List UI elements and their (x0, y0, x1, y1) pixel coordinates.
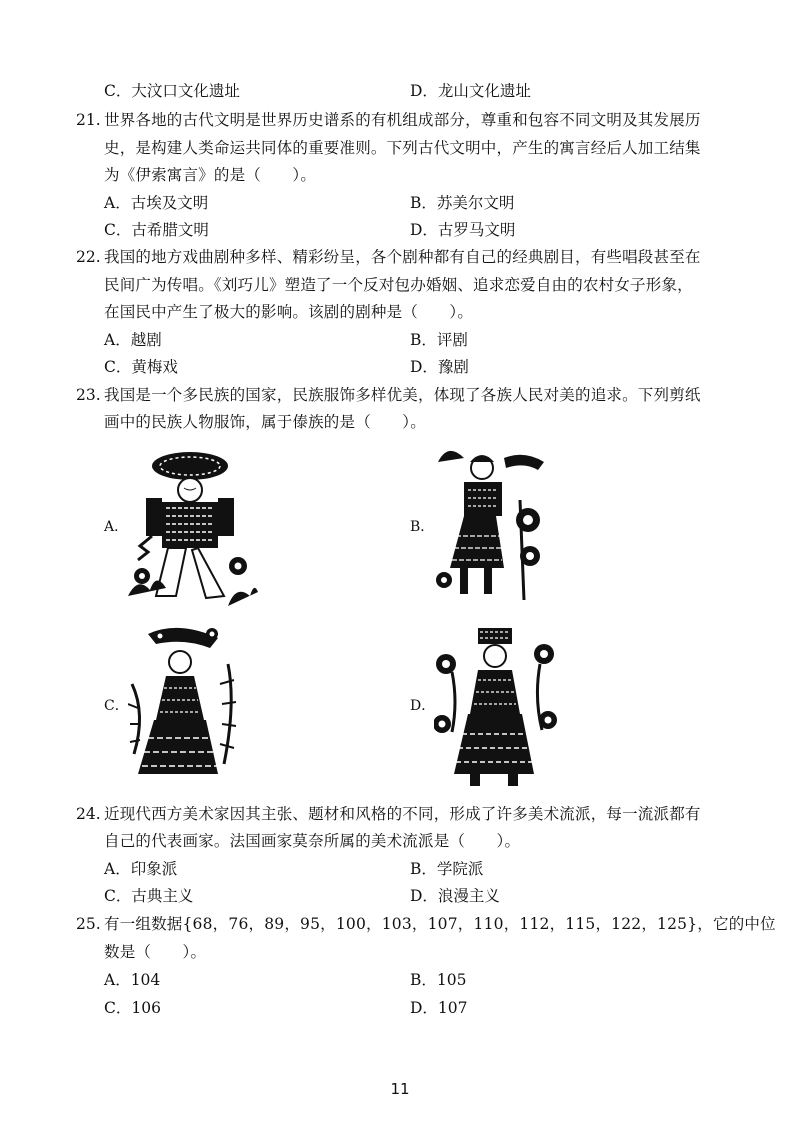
q23-number: 23. (76, 386, 101, 404)
q24-stem-line: 近现代西方美术家因其主张、题材和风格的不同，形成了许多美术流派，每一流派都有 (104, 805, 701, 823)
q21-option-c[interactable]: C．古希腊文明 (104, 221, 209, 239)
papercut-figure-b-icon (434, 440, 550, 606)
q25-option-c[interactable]: C．106 (104, 999, 161, 1017)
q23-stem-line: 画中的民族人物服饰，属于傣族的是（ ）。 (104, 413, 426, 431)
q23-option-c-papercut[interactable] (128, 624, 244, 790)
q23-option-c-label[interactable]: C． (104, 698, 129, 714)
q25-option-d[interactable]: D．107 (410, 999, 468, 1017)
q23-option-b-papercut[interactable] (434, 440, 550, 606)
q24-option-c[interactable]: C．古典主义 (104, 887, 194, 905)
q22-stem-line: 民间广为传唱。《刘巧儿》塑造了一个反对包办婚姻、追求恋爱自由的农村女子形象， (104, 276, 693, 294)
q22-stem-line: 在国民中产生了极大的影响。该剧的剧种是（ ）。 (104, 303, 474, 321)
q21-stem-line: 世界各地的古代文明是世界历史谱系的有机组成部分，尊重和包容不同文明及其发展历 (104, 111, 701, 129)
q21-stem-line: 为《伊索寓言》的是（ ）。 (104, 166, 317, 184)
papercut-figure-c-icon (128, 624, 244, 790)
papercut-figure-d-icon (434, 624, 558, 790)
q22-stem-line: 我国的地方戏曲剧种多样、精彩纷呈，各个剧种都有自己的经典剧目，有些唱段甚至在 (104, 248, 701, 266)
q23-option-d-label[interactable]: D． (410, 698, 436, 714)
q24-option-b[interactable]: B．学院派 (410, 860, 484, 878)
q23-option-d-papercut[interactable] (434, 624, 558, 790)
q25-number: 25. (76, 915, 101, 933)
q21-option-a[interactable]: A．古埃及文明 (104, 194, 209, 212)
q25-option-b[interactable]: B．105 (410, 971, 467, 989)
q20-option-c: C．大汶口文化遗址 (104, 82, 240, 100)
q23-stem-line: 我国是一个多民族的国家，民族服饰多样优美，体现了各族人民对美的追求。下列剪纸 (104, 386, 701, 404)
q25-stem-line: 数是（ ）。 (104, 943, 207, 961)
q22-option-d[interactable]: D．豫剧 (410, 358, 469, 376)
q22-option-c[interactable]: C．黄梅戏 (104, 358, 178, 376)
q21-stem-line: 史，是构建人类命运共同体的重要准则。下列古代文明中，产生的寓言经后人加工结集 (104, 139, 701, 157)
page-number: 11 (390, 1080, 410, 1098)
q24-option-d[interactable]: D．浪漫主义 (410, 887, 500, 905)
q22-option-a[interactable]: A．越剧 (104, 331, 162, 349)
q22-number: 22. (76, 248, 101, 266)
q21-option-b[interactable]: B．苏美尔文明 (410, 194, 515, 212)
q21-option-d[interactable]: D．古罗马文明 (410, 221, 516, 239)
q24-number: 24. (76, 805, 101, 823)
q21-number: 21. (76, 111, 101, 129)
q23-option-a-label[interactable]: A． (104, 519, 129, 535)
q23-option-b-label[interactable]: B． (410, 519, 435, 535)
q25-stem-line: 有一组数据{68，76，89，95，100，103，107，110，112，115，122，125}，它的中位 (104, 915, 776, 933)
q22-option-b[interactable]: B．评剧 (410, 331, 468, 349)
papercut-figure-a-icon (128, 446, 258, 610)
q25-option-a[interactable]: A．104 (104, 971, 161, 989)
q24-stem-line: 自己的代表画家。法国画家莫奈所属的美术流派是（ ）。 (104, 832, 521, 850)
q20-option-d: D．龙山文化遗址 (410, 82, 531, 100)
q23-option-a-papercut[interactable] (128, 446, 258, 610)
q24-option-a[interactable]: A．印象派 (104, 860, 178, 878)
